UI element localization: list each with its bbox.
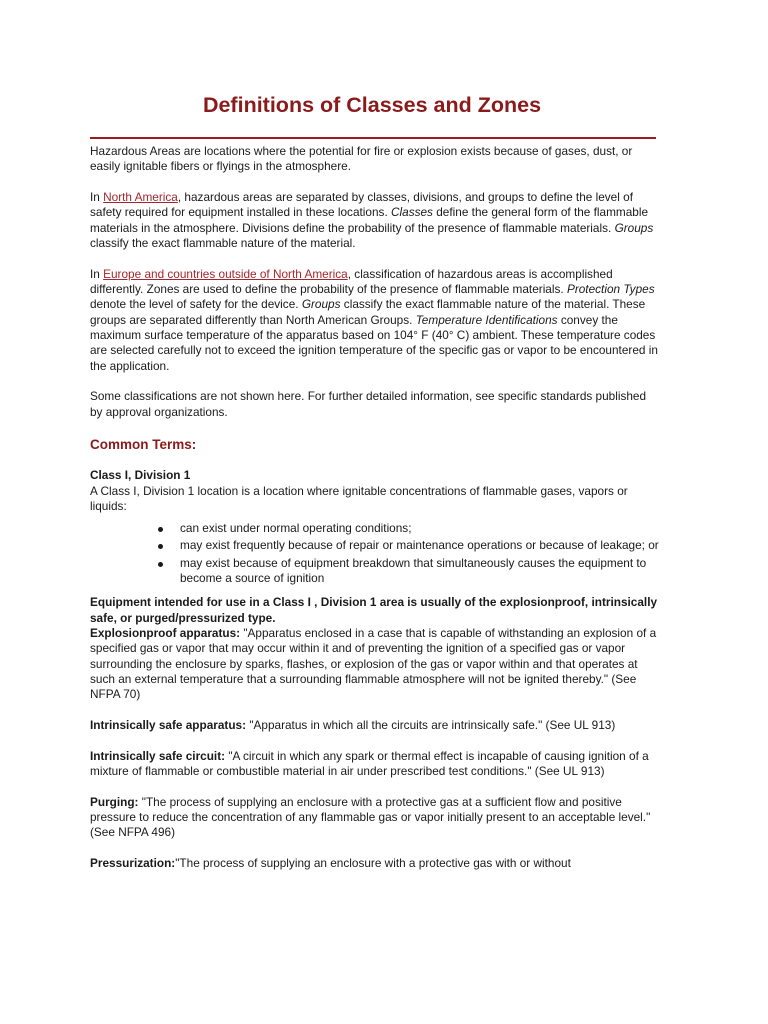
groups-term: Groups [301,297,341,312]
class1-div1-block [90,468,660,514]
europe-paragraph: In Europe and countries outside of North America, classification of hazardous areas is accomplished differently. Zones are used to define the probability of the presence of flammable materials. Protection Types denote the level of safety for the device. Groups classify the exact flammable nature of the material. These groups are separated differently than North American Groups. Temperature Identifications convey the maximum surface temperature of the apparatus based on 104° F (40° C) ambient. These temperature codes are selected carefully not to exceed the ignition temperature of the specific gas or vapor to be encountered in the application. [90,266,658,373]
purging-definition: "The process of supplying an enclosure with a protective gas at a sufficient flow and positive pressure to reduce the concentration of any flammable gas or vapor initially present to an acceptable level." [90,794,651,825]
intro-paragraph: Hazardous Areas are locations where the potential for fire or explosion exists because of gases, dust, or easily ignitable fibers or flyings in the atmosphere. [90,144,633,174]
list-item: may exist frequently because of repair or maintenance operations or because of leakage; or [156,538,660,553]
classes-term: Classes [391,205,433,220]
list-item: can exist under normal operating conditions; [156,521,660,536]
document-body [90,144,660,871]
protection-types-term: Protection Types [566,282,655,297]
intrinsic-circuit-block [90,749,660,780]
temperature-identifications-term: Temperature Identifications [415,312,558,327]
intrinsic-apparatus-term: Intrinsically safe apparatus: [90,717,247,732]
explosionproof-definition: "Apparatus enclosed in a case that is capable of withstanding an explosion of a specified gas or vapor that may occur within it and of preventing the ignition of a specified gas or vapor surrounding the enclosure by sparks, flashes, or explosion of the gas or vapor within and that operates at such an external temperature that a surrounding flammable atmosphere will not be ignited thereby." (See NFPA 70) [90,625,657,702]
north-america-paragraph: In North America, hazardous areas are separated by classes, divisions, and groups to define the level of safety required for equipment installed in these locations. Classes define the general form of the flammable materials in the atmosphere. Divisions define the probability of the presence of flammable materials. Groups classify the exact flammable nature of the material. [90,190,654,250]
north-america-link[interactable]: North America [103,190,178,205]
intrinsic-apparatus-block [90,718,660,733]
class1-div1-heading: Class I, Division 1 [90,468,191,483]
bullet-icon [158,562,163,567]
purging-term: Purging: [90,794,139,809]
europe-link[interactable]: Europe and countries outside of North America [103,266,348,281]
list-item: may exist because of equipment breakdown that simultaneously causes the equipment to become a source of ignition [156,556,660,587]
pressurization-block [90,856,660,871]
purging-reference: (See NFPA 496) [90,825,176,840]
groups-term: Groups [614,220,654,235]
title-divider [90,137,656,139]
purging-block [90,795,660,841]
classifications-note: Some classifications are not shown here. For further detailed information, see specific standards published by approval organizations. [90,389,647,419]
bullet-icon [158,527,163,532]
equipment-block [90,595,660,702]
pressurization-term: Pressurization: [90,856,176,871]
intrinsic-circuit-term: Intrinsically safe circuit: [90,748,226,763]
common-terms-heading: Common Terms: [90,437,197,453]
page-title: Definitions of Classes and Zones [202,93,542,117]
bullet-icon [158,544,163,549]
intrinsic-circuit-definition: "A circuit in which any spark or thermal effect is incapable of causing ignition of a mixture of flammable or combustible material in air under prescribed test conditions." (See UL 913) [90,748,649,778]
explosionproof-term: Explosionproof apparatus: [90,625,241,640]
pressurization-definition: "The process of supplying an enclosure with a protective gas with or without [175,856,571,871]
class1-div1-text: A Class I, Division 1 location is a location where ignitable concentrations of flammable gases, vapors or liquids: [90,483,628,513]
equipment-note: Equipment intended for use in a Class I , Division 1 area is usually of the explosionproof, intrinsically safe, or purged/pressurized type. [90,595,658,625]
class1-div1-conditions [90,521,660,586]
intrinsic-apparatus-definition: "Apparatus in which all the circuits are intrinsically safe." (See UL 913) [246,717,616,732]
